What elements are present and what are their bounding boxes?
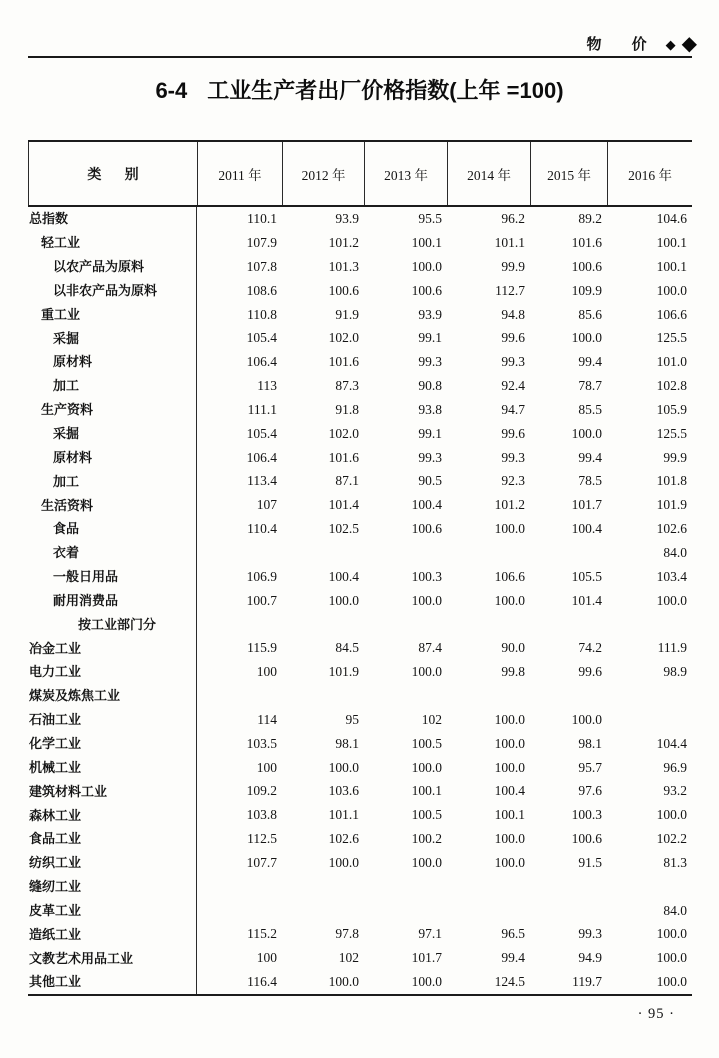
cell-value-2012: 100.0 xyxy=(328,759,359,775)
cell-value-2011: 100 xyxy=(256,759,277,775)
column-header-category: 类 别 xyxy=(28,142,197,205)
cell-value-2012: 100.0 xyxy=(328,974,359,990)
cell-value-2012: 93.9 xyxy=(335,211,359,227)
cell-value-2012: 84.5 xyxy=(335,640,359,656)
row-label: 纺织工业 xyxy=(28,851,197,875)
cell-value-2013: 100.1 xyxy=(411,235,442,251)
cell-value-2012: 98.1 xyxy=(335,735,359,751)
cell-value-2013: 100.0 xyxy=(411,759,442,775)
cell-value-2013: 102 xyxy=(421,711,442,727)
row-label: 石油工业 xyxy=(28,708,197,732)
cell-value-2015: 100.6 xyxy=(571,831,602,847)
table-row xyxy=(28,851,692,875)
section-label: 物 价 xyxy=(586,36,660,53)
row-label: 生活资料 xyxy=(28,493,197,517)
row-label: 化学工业 xyxy=(28,732,197,756)
cell-value-2013: 97.1 xyxy=(418,926,442,942)
table-title xyxy=(0,74,719,105)
row-label: 食品 xyxy=(28,517,197,541)
cell-value-2012: 100.0 xyxy=(328,592,359,608)
table-row xyxy=(28,374,692,398)
cell-value-2011: 107.7 xyxy=(246,854,277,870)
cell-value-2015: 100.0 xyxy=(571,425,602,441)
cell-value-2015: 78.5 xyxy=(578,473,602,489)
cell-value-2015: 101.4 xyxy=(571,592,602,608)
row-label: 生产资料 xyxy=(28,398,197,422)
cell-value-2011: 100.7 xyxy=(246,592,277,608)
table-row xyxy=(28,636,692,660)
row-label: 衣着 xyxy=(28,541,197,565)
cell-value-2016: 100.0 xyxy=(656,974,687,990)
cell-value-2015: 119.7 xyxy=(572,974,602,990)
cell-value-2016: 100.0 xyxy=(656,950,687,966)
table-row xyxy=(28,302,692,326)
cell-value-2012: 101.3 xyxy=(328,258,359,274)
cell-value-2011: 107.9 xyxy=(246,235,277,251)
table-row xyxy=(28,589,692,613)
cell-value-2015: 109.9 xyxy=(571,282,602,298)
cell-value-2013: 100.0 xyxy=(411,592,442,608)
cell-value-2015: 100.6 xyxy=(571,258,602,274)
row-label: 建筑材料工业 xyxy=(28,779,197,803)
cell-value-2013: 100.3 xyxy=(411,568,442,584)
table-row xyxy=(28,660,692,684)
cell-value-2016: 101.9 xyxy=(656,497,687,513)
cell-value-2013: 100.2 xyxy=(411,831,442,847)
cell-value-2012: 101.6 xyxy=(328,449,359,465)
table-number: 6-4 xyxy=(155,78,188,103)
cell-value-2012: 101.2 xyxy=(328,235,359,251)
section-header-row xyxy=(28,612,692,636)
cell-value-2012: 102.0 xyxy=(328,425,359,441)
cell-value-2016: 104.6 xyxy=(656,211,687,227)
cell-value-2013: 100.4 xyxy=(411,497,442,513)
cell-value-2016: 99.9 xyxy=(663,449,687,465)
cell-value-2016: 84.0 xyxy=(663,902,687,918)
cell-value-2012: 100.4 xyxy=(328,568,359,584)
table-row xyxy=(28,565,692,589)
cell-value-2016: 100.0 xyxy=(656,592,687,608)
cell-value-2016: 111.9 xyxy=(657,640,687,656)
cell-value-2016: 102.8 xyxy=(656,378,687,394)
cell-value-2016: 102.6 xyxy=(656,521,687,537)
row-label: 总指数 xyxy=(28,207,197,231)
cell-value-2011: 106.4 xyxy=(246,354,277,370)
cell-value-2013: 95.5 xyxy=(418,211,442,227)
row-label: 电力工业 xyxy=(28,660,197,684)
cell-value-2011: 110.1 xyxy=(247,211,277,227)
cell-value-2015: 99.3 xyxy=(578,926,602,942)
cell-value-2014: 100.0 xyxy=(494,521,525,537)
cell-value-2012: 91.8 xyxy=(335,401,359,417)
cell-value-2014: 99.9 xyxy=(501,258,525,274)
cell-value-2013: 99.1 xyxy=(418,330,442,346)
cell-value-2016: 105.9 xyxy=(656,401,687,417)
cell-value-2014: 100.0 xyxy=(494,854,525,870)
cell-value-2016: 101.8 xyxy=(656,473,687,489)
table-row xyxy=(28,708,692,732)
cell-value-2016: 96.9 xyxy=(663,759,687,775)
cell-value-2013: 93.9 xyxy=(418,306,442,322)
cell-value-2012: 102.5 xyxy=(328,521,359,537)
cell-value-2015: 99.4 xyxy=(578,449,602,465)
cell-value-2014: 96.5 xyxy=(501,926,525,942)
row-label: 煤炭及炼焦工业 xyxy=(28,684,197,708)
cell-value-2015: 99.6 xyxy=(578,664,602,680)
cell-value-2011: 105.4 xyxy=(246,330,277,346)
table-row xyxy=(28,827,692,851)
cell-value-2013: 100.0 xyxy=(411,258,442,274)
table-row xyxy=(28,922,692,946)
cell-value-2015: 89.2 xyxy=(578,211,602,227)
cell-value-2015: 101.7 xyxy=(571,497,602,513)
table-row xyxy=(28,469,692,493)
cell-value-2012: 102.6 xyxy=(328,831,359,847)
cell-value-2014: 100.0 xyxy=(494,711,525,727)
row-label: 采掘 xyxy=(28,326,197,350)
cell-value-2015: 85.5 xyxy=(578,401,602,417)
cell-value-2014: 100.0 xyxy=(494,831,525,847)
cell-value-2011: 106.9 xyxy=(246,568,277,584)
column-header-2016: 2016 年 xyxy=(607,142,692,205)
cell-value-2012: 103.6 xyxy=(328,783,359,799)
column-header-2014: 2014 年 xyxy=(447,142,530,205)
cell-value-2012: 101.6 xyxy=(328,354,359,370)
cell-value-2011: 100 xyxy=(256,950,277,966)
cell-value-2012: 87.3 xyxy=(335,378,359,394)
cell-value-2013: 100.0 xyxy=(411,974,442,990)
cell-value-2013: 100.5 xyxy=(411,735,442,751)
table-title-text: 工业生产者出厂价格指数(上年 =100) xyxy=(207,78,564,103)
table-row xyxy=(28,517,692,541)
table-row xyxy=(28,970,692,994)
cell-value-2013: 90.8 xyxy=(418,378,442,394)
cell-value-2014: 99.3 xyxy=(501,354,525,370)
cell-value-2013: 100.0 xyxy=(411,664,442,680)
cell-value-2011: 103.8 xyxy=(246,807,277,823)
table-row xyxy=(28,398,692,422)
cell-value-2013: 90.5 xyxy=(418,473,442,489)
cell-value-2016: 100.0 xyxy=(656,807,687,823)
cell-value-2013: 100.1 xyxy=(411,783,442,799)
row-label: 机械工业 xyxy=(28,755,197,779)
cell-value-2015: 95.7 xyxy=(578,759,602,775)
row-label: 以非农产品为原料 xyxy=(28,279,197,303)
cell-value-2016: 104.4 xyxy=(656,735,687,751)
cell-value-2011: 110.8 xyxy=(247,306,277,322)
cell-value-2014: 99.3 xyxy=(501,449,525,465)
table-row xyxy=(28,898,692,922)
table-row xyxy=(28,326,692,350)
cell-value-2011: 100 xyxy=(256,664,277,680)
cell-value-2011: 116.4 xyxy=(247,974,277,990)
cell-value-2014: 100.0 xyxy=(494,735,525,751)
cell-value-2013: 99.3 xyxy=(418,354,442,370)
row-label: 原材料 xyxy=(28,350,197,374)
table-row xyxy=(28,493,692,517)
cell-value-2011: 112.5 xyxy=(247,831,277,847)
cell-value-2011: 115.9 xyxy=(247,640,277,656)
table-row xyxy=(28,422,692,446)
page-number: · 95 · xyxy=(637,1006,675,1022)
cell-value-2012: 102.0 xyxy=(328,330,359,346)
row-label: 一般日用品 xyxy=(28,565,197,589)
row-label: 以农产品为原料 xyxy=(28,255,197,279)
cell-value-2014: 96.2 xyxy=(501,211,525,227)
table-row xyxy=(28,684,692,708)
cell-value-2014: 92.4 xyxy=(501,378,525,394)
cell-value-2015: 85.6 xyxy=(578,306,602,322)
diamond-icon-small: ◆ xyxy=(665,37,676,52)
running-head xyxy=(586,34,697,54)
row-label: 缝纫工业 xyxy=(28,875,197,899)
cell-value-2016: 93.2 xyxy=(663,783,687,799)
table-row xyxy=(28,445,692,469)
cell-value-2013: 100.6 xyxy=(411,521,442,537)
cell-value-2013: 100.6 xyxy=(411,282,442,298)
cell-value-2014: 101.1 xyxy=(494,235,525,251)
cell-value-2015: 100.4 xyxy=(571,521,602,537)
column-header-2012: 2012 年 xyxy=(282,142,364,205)
diamond-icon-large: ◆ xyxy=(681,33,697,55)
cell-value-2014: 99.6 xyxy=(501,425,525,441)
cell-value-2012: 100.6 xyxy=(328,282,359,298)
row-label: 采掘 xyxy=(28,422,197,446)
row-label: 食品工业 xyxy=(28,827,197,851)
table-row xyxy=(28,207,692,231)
cell-value-2012: 97.8 xyxy=(335,926,359,942)
cell-value-2012: 101.1 xyxy=(328,807,359,823)
cell-value-2016: 100.0 xyxy=(656,282,687,298)
column-header-2015: 2015 年 xyxy=(530,142,607,205)
cell-value-2011: 107.8 xyxy=(246,258,277,274)
cell-value-2014: 100.0 xyxy=(494,759,525,775)
row-label: 冶金工业 xyxy=(28,636,197,660)
row-label: 森林工业 xyxy=(28,803,197,827)
table-row xyxy=(28,350,692,374)
cell-value-2014: 100.4 xyxy=(494,783,525,799)
table-body xyxy=(28,207,692,996)
cell-value-2016: 106.6 xyxy=(656,306,687,322)
cell-value-2012: 102 xyxy=(338,950,359,966)
cell-value-2011: 115.2 xyxy=(247,926,277,942)
table-row xyxy=(28,255,692,279)
cell-value-2016: 100.1 xyxy=(656,258,687,274)
row-label: 其他工业 xyxy=(28,970,197,994)
cell-value-2014: 100.0 xyxy=(494,592,525,608)
cell-value-2014: 112.7 xyxy=(495,282,525,298)
cell-value-2016: 125.5 xyxy=(656,330,687,346)
cell-value-2014: 106.6 xyxy=(494,568,525,584)
cell-value-2013: 99.3 xyxy=(418,449,442,465)
cell-value-2016: 100.0 xyxy=(656,926,687,942)
cell-value-2011: 105.4 xyxy=(246,425,277,441)
cell-value-2015: 98.1 xyxy=(578,735,602,751)
cell-value-2014: 99.4 xyxy=(501,950,525,966)
table-row xyxy=(28,755,692,779)
header-rule xyxy=(28,56,692,58)
cell-value-2015: 100.0 xyxy=(571,711,602,727)
cell-value-2013: 99.1 xyxy=(418,425,442,441)
cell-value-2011: 113 xyxy=(257,378,277,394)
cell-value-2016: 101.0 xyxy=(656,354,687,370)
cell-value-2011: 111.1 xyxy=(247,401,277,417)
cell-value-2011: 113.4 xyxy=(247,473,277,489)
cell-value-2012: 87.1 xyxy=(335,473,359,489)
cell-value-2011: 110.4 xyxy=(247,521,277,537)
cell-value-2013: 93.8 xyxy=(418,401,442,417)
cell-value-2013: 87.4 xyxy=(418,640,442,656)
cell-value-2011: 103.5 xyxy=(246,735,277,751)
cell-value-2014: 94.8 xyxy=(501,306,525,322)
row-label: 造纸工业 xyxy=(28,922,197,946)
row-label: 皮革工业 xyxy=(28,898,197,922)
row-label: 耐用消费品 xyxy=(28,589,197,613)
cell-value-2012: 91.9 xyxy=(335,306,359,322)
cell-value-2011: 109.2 xyxy=(246,783,277,799)
cell-value-2016: 98.9 xyxy=(663,664,687,680)
cell-value-2014: 124.5 xyxy=(494,974,525,990)
cell-value-2013: 100.5 xyxy=(411,807,442,823)
cell-value-2014: 90.0 xyxy=(501,640,525,656)
column-header-2013: 2013 年 xyxy=(364,142,447,205)
cell-value-2011: 107 xyxy=(256,497,277,513)
row-label: 轻工业 xyxy=(28,231,197,255)
cell-value-2011: 114 xyxy=(257,711,277,727)
cell-value-2012: 95 xyxy=(345,711,359,727)
cell-value-2014: 100.1 xyxy=(494,807,525,823)
table-row xyxy=(28,946,692,970)
cell-value-2012: 101.4 xyxy=(328,497,359,513)
cell-value-2012: 100.0 xyxy=(328,854,359,870)
cell-value-2014: 92.3 xyxy=(501,473,525,489)
cell-value-2016: 81.3 xyxy=(663,854,687,870)
cell-value-2014: 99.6 xyxy=(501,330,525,346)
cell-value-2014: 94.7 xyxy=(501,401,525,417)
cell-value-2014: 101.2 xyxy=(494,497,525,513)
table-header-row xyxy=(28,140,692,207)
cell-value-2015: 101.6 xyxy=(571,235,602,251)
cell-value-2015: 100.3 xyxy=(571,807,602,823)
column-header-2011: 2011 年 xyxy=(197,142,282,205)
cell-value-2012: 101.9 xyxy=(328,664,359,680)
cell-value-2013: 101.7 xyxy=(411,950,442,966)
table-row xyxy=(28,231,692,255)
cell-value-2015: 105.5 xyxy=(571,568,602,584)
cell-value-2013: 100.0 xyxy=(411,854,442,870)
row-label: 加工 xyxy=(28,469,197,493)
cell-value-2015: 99.4 xyxy=(578,354,602,370)
row-label: 重工业 xyxy=(28,302,197,326)
table-row xyxy=(28,541,692,565)
cell-value-2015: 100.0 xyxy=(571,330,602,346)
cell-value-2015: 74.2 xyxy=(578,640,602,656)
cell-value-2016: 125.5 xyxy=(656,425,687,441)
cell-value-2011: 108.6 xyxy=(246,282,277,298)
cell-value-2015: 94.9 xyxy=(578,950,602,966)
table-row xyxy=(28,279,692,303)
table-row xyxy=(28,732,692,756)
table-row xyxy=(28,803,692,827)
cell-value-2016: 84.0 xyxy=(663,544,687,560)
cell-value-2016: 103.4 xyxy=(656,568,687,584)
cell-value-2015: 91.5 xyxy=(578,854,602,870)
table-row xyxy=(28,779,692,803)
cell-value-2016: 100.1 xyxy=(656,235,687,251)
cell-value-2014: 99.8 xyxy=(501,664,525,680)
table-row xyxy=(28,875,692,899)
price-index-table xyxy=(28,140,692,996)
cell-value-2016: 102.2 xyxy=(656,831,687,847)
row-label: 文教艺术用品工业 xyxy=(28,946,197,970)
cell-value-2015: 97.6 xyxy=(578,783,602,799)
row-label: 按工业部门分 xyxy=(28,612,197,636)
row-label: 原材料 xyxy=(28,445,197,469)
cell-value-2015: 78.7 xyxy=(578,378,602,394)
row-label: 加工 xyxy=(28,374,197,398)
cell-value-2011: 106.4 xyxy=(246,449,277,465)
